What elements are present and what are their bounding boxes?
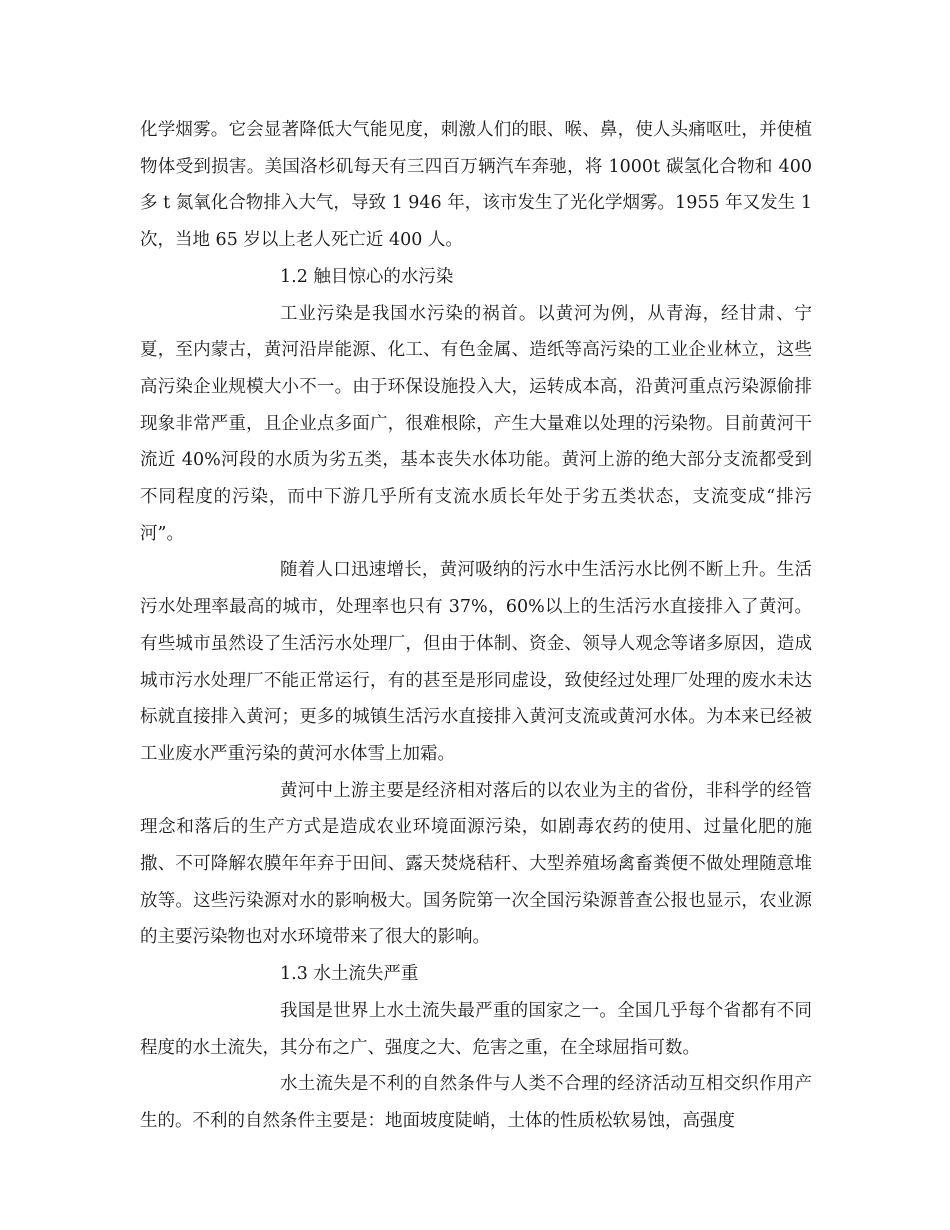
section-heading-1-2: 1.2 触目惊心的水污染 — [280, 266, 454, 287]
document-body — [140, 112, 812, 1140]
paragraph-agricultural-pollution: 黄河中上游主要是经济相对落后的以农业为主的省份，非科学的经管理念和落后的生产方式是造成农业环境面源污染，如剧毒农药的使用、过量化肥的施撒、不可降解农膜年年弃于田间、露天焚烧秸秆、大型养殖场禽畜粪便不做处理随意堆放等。这些污染源对水的影响极大。国务院第一次全国污染源普查公报也显示，农业源的主要污染物也对水环境带来了很大的影响。 — [140, 780, 812, 948]
paragraph-domestic-sewage: 随着人口迅速增长，黄河吸纳的污水中生活污水比例不断上升。生活污水处理率最高的城市，处理率也只有 37%，60%以上的生活污水直接排入了黄河。有些城市虽然设了生活污水处理厂，但由于体制、资金、领导人观念等诸多原因，造成城市污水处理厂不能正常运行，有的甚至是形同虚设，致使经过处理厂处理的废水未达标就直接排入黄河；更多的城镇生活污水直接排入黄河支流或黄河水体。为本来已经被工业废水严重污染的黄河水体雪上加霜。 — [140, 560, 812, 764]
paragraph-industrial-pollution: 工业污染是我国水污染的祸首。以黄河为例，从青海，经甘肃、宁夏，至内蒙古，黄河沿岸能源、化工、有色金属、造纸等高污染的工业企业林立，这些高污染企业规模大小不一。由于环保设施投入大，运转成本高，沿黄河重点污染源偷排现象非常严重，且企业点多面广，很难根除，产生大量难以处理的污染物。目前黄河干流近 40%河段的水质为劣五类，基本丧失水体功能。黄河上游的绝大部分支流都受到不同程度的污染，而中下游几乎所有支流水质长年处于劣五类状态，支流变成“排污河”。 — [140, 303, 812, 544]
paragraph-continuation: 化学烟雾。它会显著降低大气能见度，刺激人们的眼、喉、鼻，使人头痛呕吐，并使植物体受到损害。美国洛杉矶每天有三四百万辆汽车奔驰，将 1000t 碳氢化合物和 400 多 t 氮氧化合物排入大气，导致 1 946 年，该市发生了光化学烟雾。1955 年又发生 1 次，当地 65 岁以上老人死亡近 400 人。 — [140, 120, 812, 251]
paragraph-soil-erosion-causes: 水土流失是不利的自然条件与人类不合理的经济活动互相交织作用产生的。不利的自然条件主要是：地面坡度陡峭，土体的性质松软易蚀，高强度 — [140, 1074, 812, 1131]
section-heading-1-3: 1.3 水土流失严重 — [280, 964, 419, 985]
paragraph-soil-erosion-intro: 我国是世界上水土流失最严重的国家之一。全国几乎每个省都有不同程度的水土流失，其分布之广、强度之大、危害之重，在全球屈指可数。 — [140, 1000, 812, 1058]
